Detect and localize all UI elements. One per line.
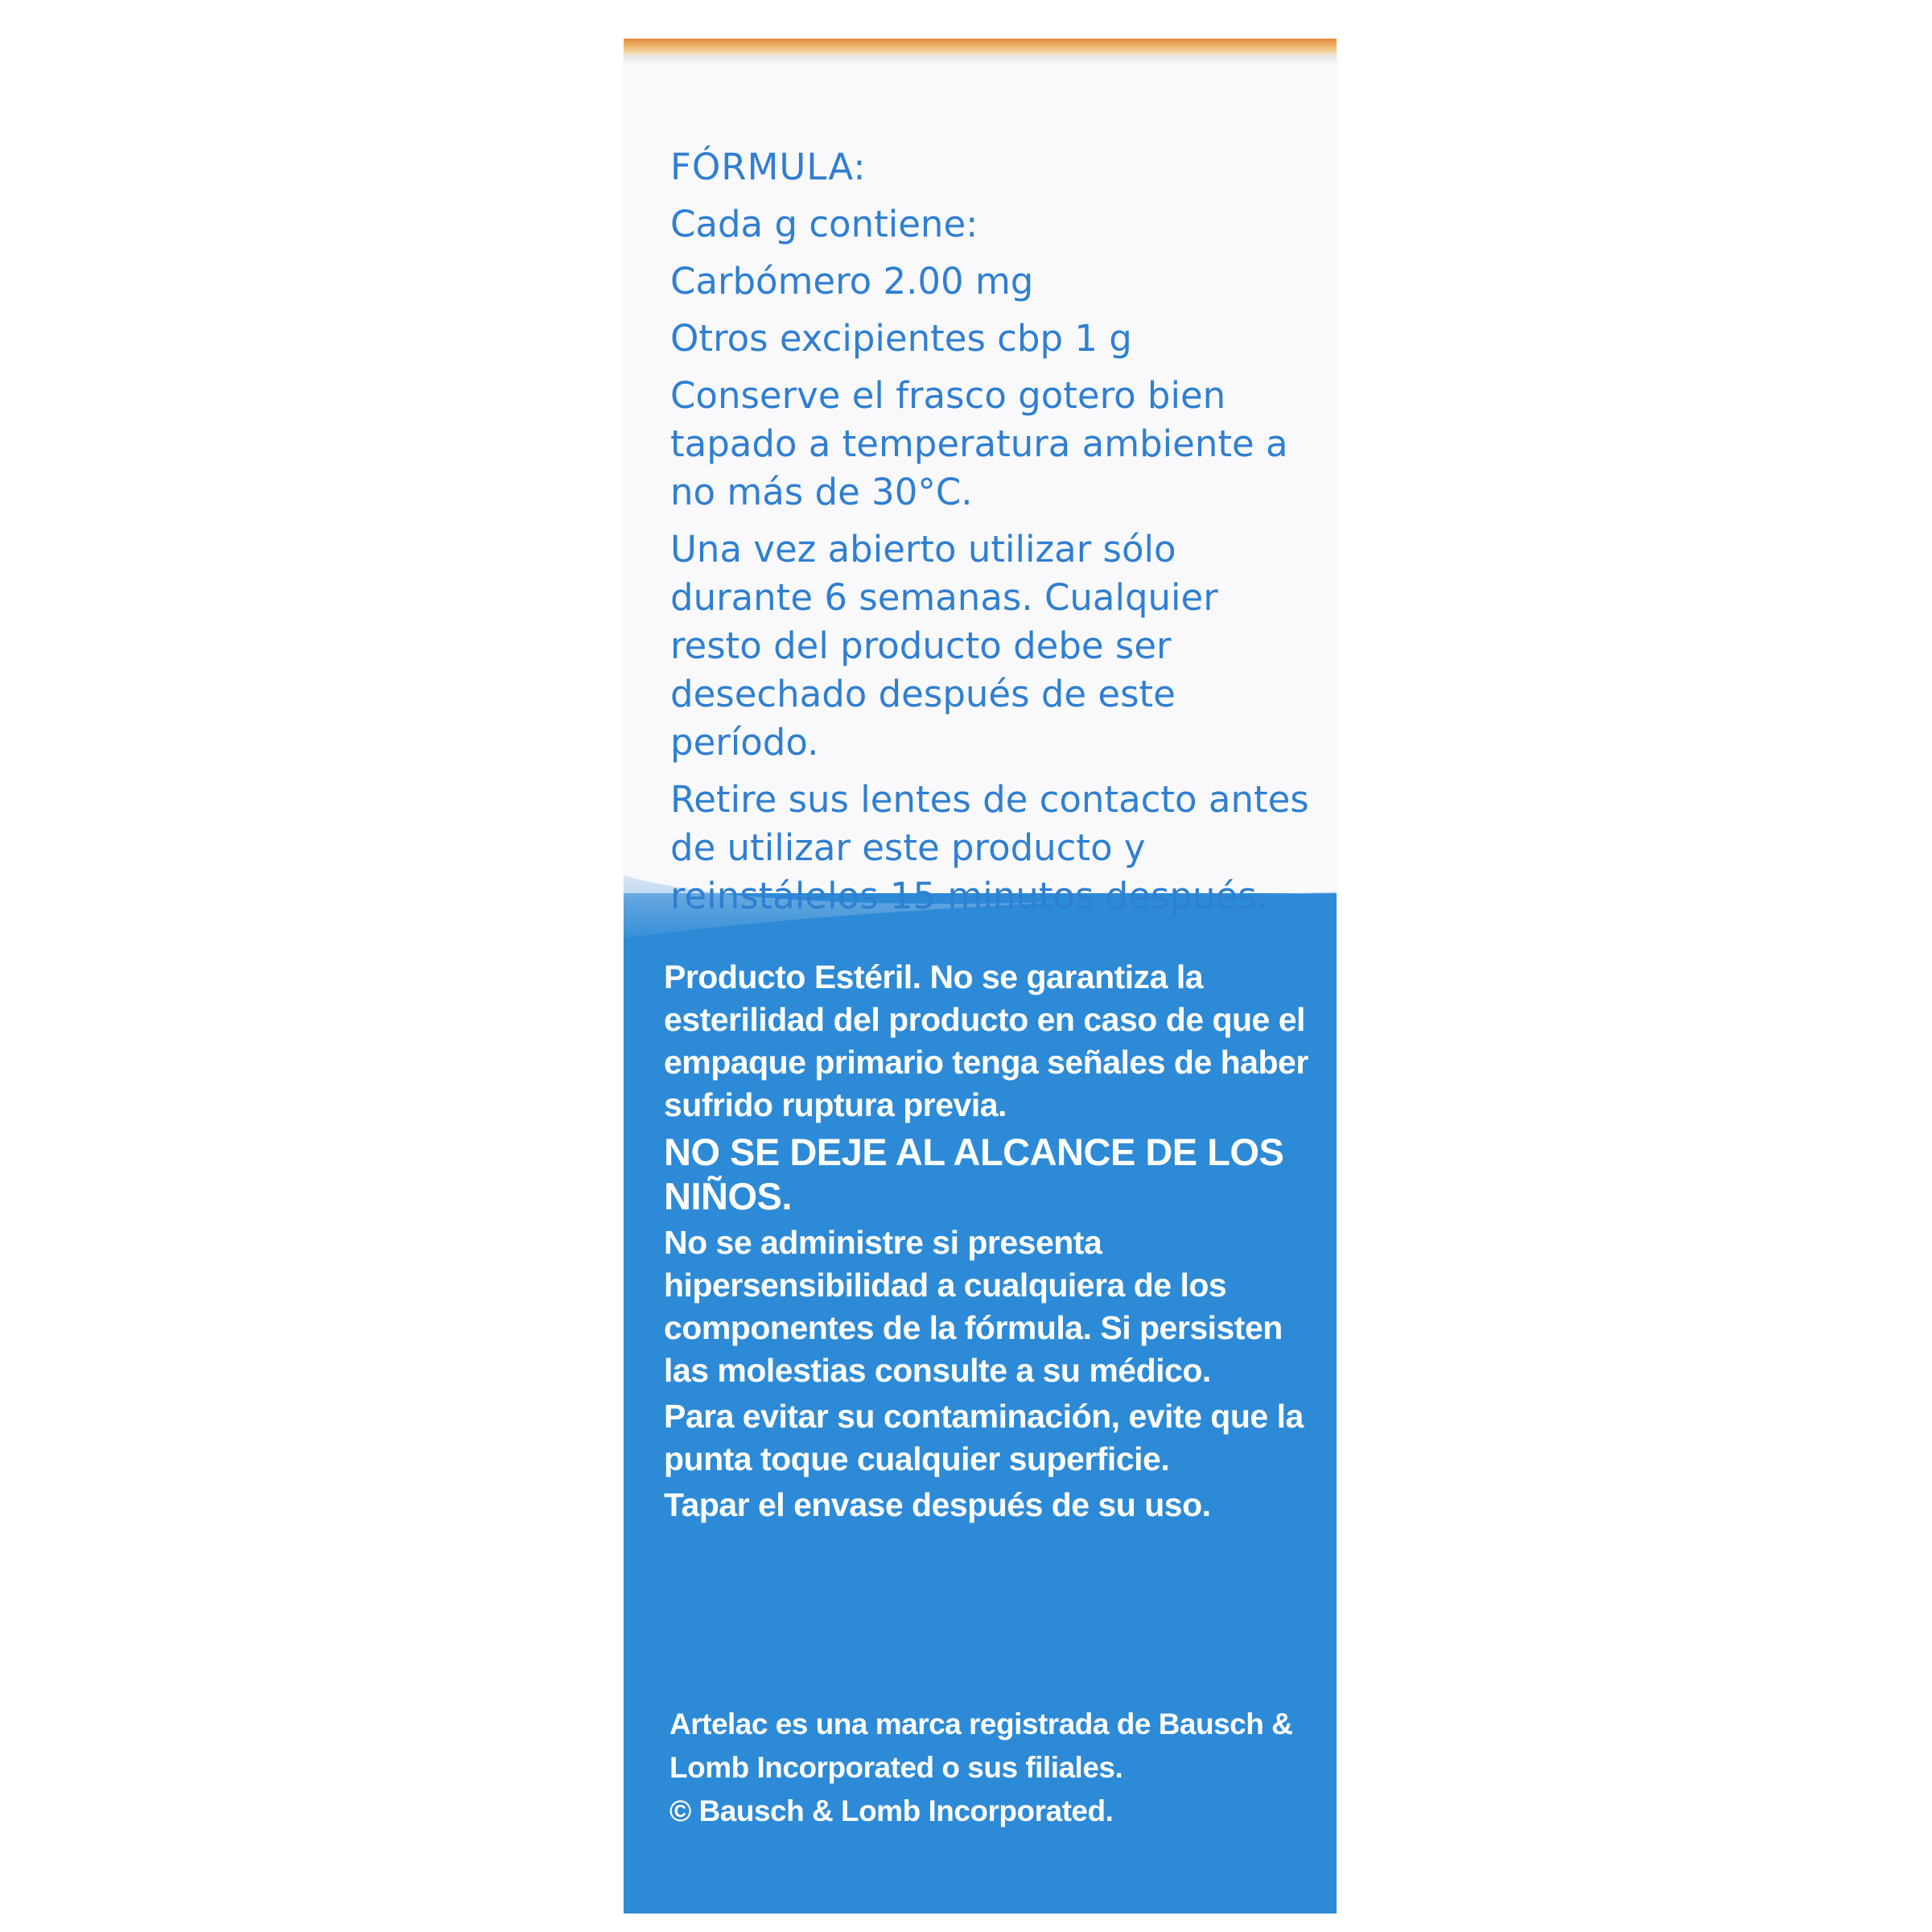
formula-line: Carbómero 2.00 mg: [670, 260, 1034, 303]
formula-line: Cada g contiene:: [670, 203, 978, 245]
box-side-panel: [624, 39, 1337, 1913]
box-top-edge: [624, 55, 1337, 64]
trademark-notice: Artelac es una marca registrada de Bausch & Lomb Incorporated o sus filiales.: [669, 1707, 1293, 1784]
copyright-notice: © Bausch & Lomb Incorporated.: [669, 1794, 1114, 1827]
hypersensitivity-warning: No se administre si presenta hipersensibilidad a cualquiera de los componentes de la fórmula. Si persisten las molestias consulte a su médico.: [664, 1224, 1283, 1389]
contact-lens-note: Retire sus lentes de contacto antes de utilizar este producto y reinstálelos 15 minutos después.: [670, 778, 1309, 917]
contamination-warning: Para evitar su contaminación, evite que la punta toque cualquier superficie.: [664, 1398, 1304, 1477]
sterility-warning: Producto Estéril. No se garantiza la esterilidad del producto en caso de que el empaque primario tenga señales de haber sufrido ruptura previa.: [664, 958, 1308, 1123]
warnings-text-block: [664, 956, 1320, 1530]
formula-heading: FÓRMULA:: [670, 146, 867, 188]
storage-instructions: Conserve el frasco gotero bien tapado a temperatura ambiente a no más de 30°C.: [670, 374, 1288, 513]
legal-text-block: [669, 1703, 1313, 1833]
closing-instruction: Tapar el envase después de su uso.: [664, 1486, 1211, 1523]
formula-text-block: [670, 143, 1314, 929]
children-warning: NO SE DEJE AL ALCANCE DE LOS NIÑOS.: [664, 1131, 1284, 1217]
formula-line: Otros excipientes cbp 1 g: [670, 317, 1132, 360]
usage-period-note: Una vez abierto utilizar sólo durante 6 semanas. Cualquier resto del producto debe ser desechado después de este período.: [670, 528, 1218, 764]
box-top-flap: [624, 39, 1337, 55]
